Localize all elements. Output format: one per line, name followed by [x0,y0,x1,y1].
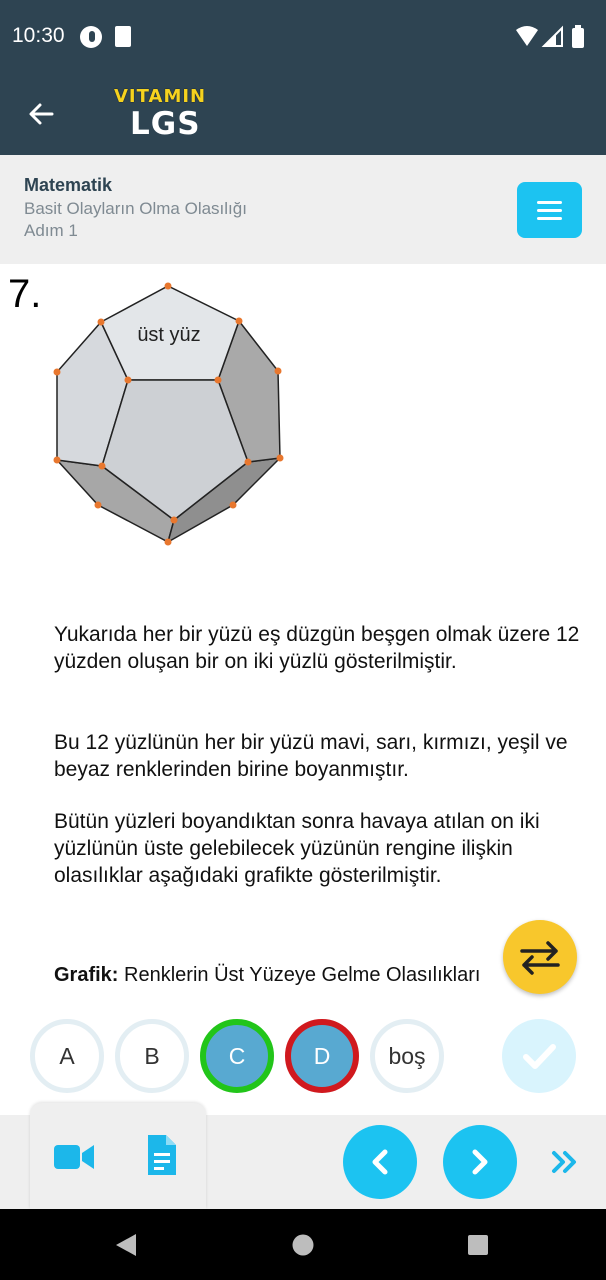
status-time: 10:30 [12,24,65,47]
system-home-icon[interactable] [291,1233,315,1257]
topic-title: Basit Olayların Olma Olasılığı [24,199,247,218]
video-camera-icon[interactable] [52,1137,96,1177]
answer-options [0,1009,606,1115]
confirm-button[interactable] [502,1019,576,1093]
chevron-left-icon [343,1125,417,1199]
subject-title: Matematik [24,175,113,195]
lesson-header [0,155,606,264]
app-logo [114,86,206,144]
question-paragraph-1: Yukarıda her bir yüzü eş düzgün beşgen olmak üzere 12 yüzden oluşan bir on iki yüzlü gösterilmiştir. [54,623,580,673]
question-content [0,264,606,1009]
figure-top-face-label: üst yüz [137,324,201,346]
swap-button[interactable] [503,920,577,994]
option-empty[interactable]: boş [370,1019,444,1093]
logo-vitamin-text: VITAMIN [114,86,207,107]
question-paragraph-2: Bu 12 yüzlünün her bir yüzü mavi, sarı, kırmızı, yeşil ve beyaz renklerinden birine boyanmıştır. [54,731,568,781]
bottom-toolbar [0,1115,606,1209]
graph-caption-bold: Grafik: [54,964,119,986]
option-d[interactable]: D [285,1019,359,1093]
previous-button[interactable] [343,1125,417,1199]
tools-panel [30,1103,206,1209]
system-recents-icon[interactable] [466,1233,490,1257]
question-number: 7. [8,272,42,316]
next-button[interactable] [443,1125,517,1199]
status-bar [0,0,606,72]
option-c[interactable]: C [200,1019,274,1093]
hamburger-icon [537,201,562,204]
app-bar [0,72,606,155]
double-chevron-right-icon[interactable] [548,1147,582,1177]
step-label: Adım 1 [24,221,78,240]
option-a[interactable]: A [30,1019,104,1093]
question-paragraph-3: Bütün yüzleri boyandıktan sonra havaya atılan on iki yüzlünün üste gelebilecek yüzünün rengine ilişkin olasılıklar aşağıdaki grafikte gösterilmiştir. [54,810,540,887]
wifi-icon [516,26,538,46]
status-icons [514,24,594,50]
notification-icon [80,26,102,48]
logo-lgs-text: LGS [130,106,201,142]
battery-icon [572,28,584,48]
document-icon[interactable] [144,1133,180,1177]
system-navigation-bar [0,1209,606,1280]
option-b[interactable]: B [115,1019,189,1093]
graph-caption-text: Renklerin Üst Yüzeye Gelme Olasılıkları [124,964,481,986]
menu-button[interactable] [517,182,582,238]
arrow-left-icon[interactable] [22,94,62,134]
dodecahedron-figure [40,276,300,556]
swap-arrows-icon [503,920,577,994]
sd-card-icon [115,26,131,47]
chevron-right-icon [443,1125,517,1199]
check-icon [502,1019,576,1093]
system-back-icon[interactable] [114,1232,138,1258]
graph-caption [54,964,480,987]
